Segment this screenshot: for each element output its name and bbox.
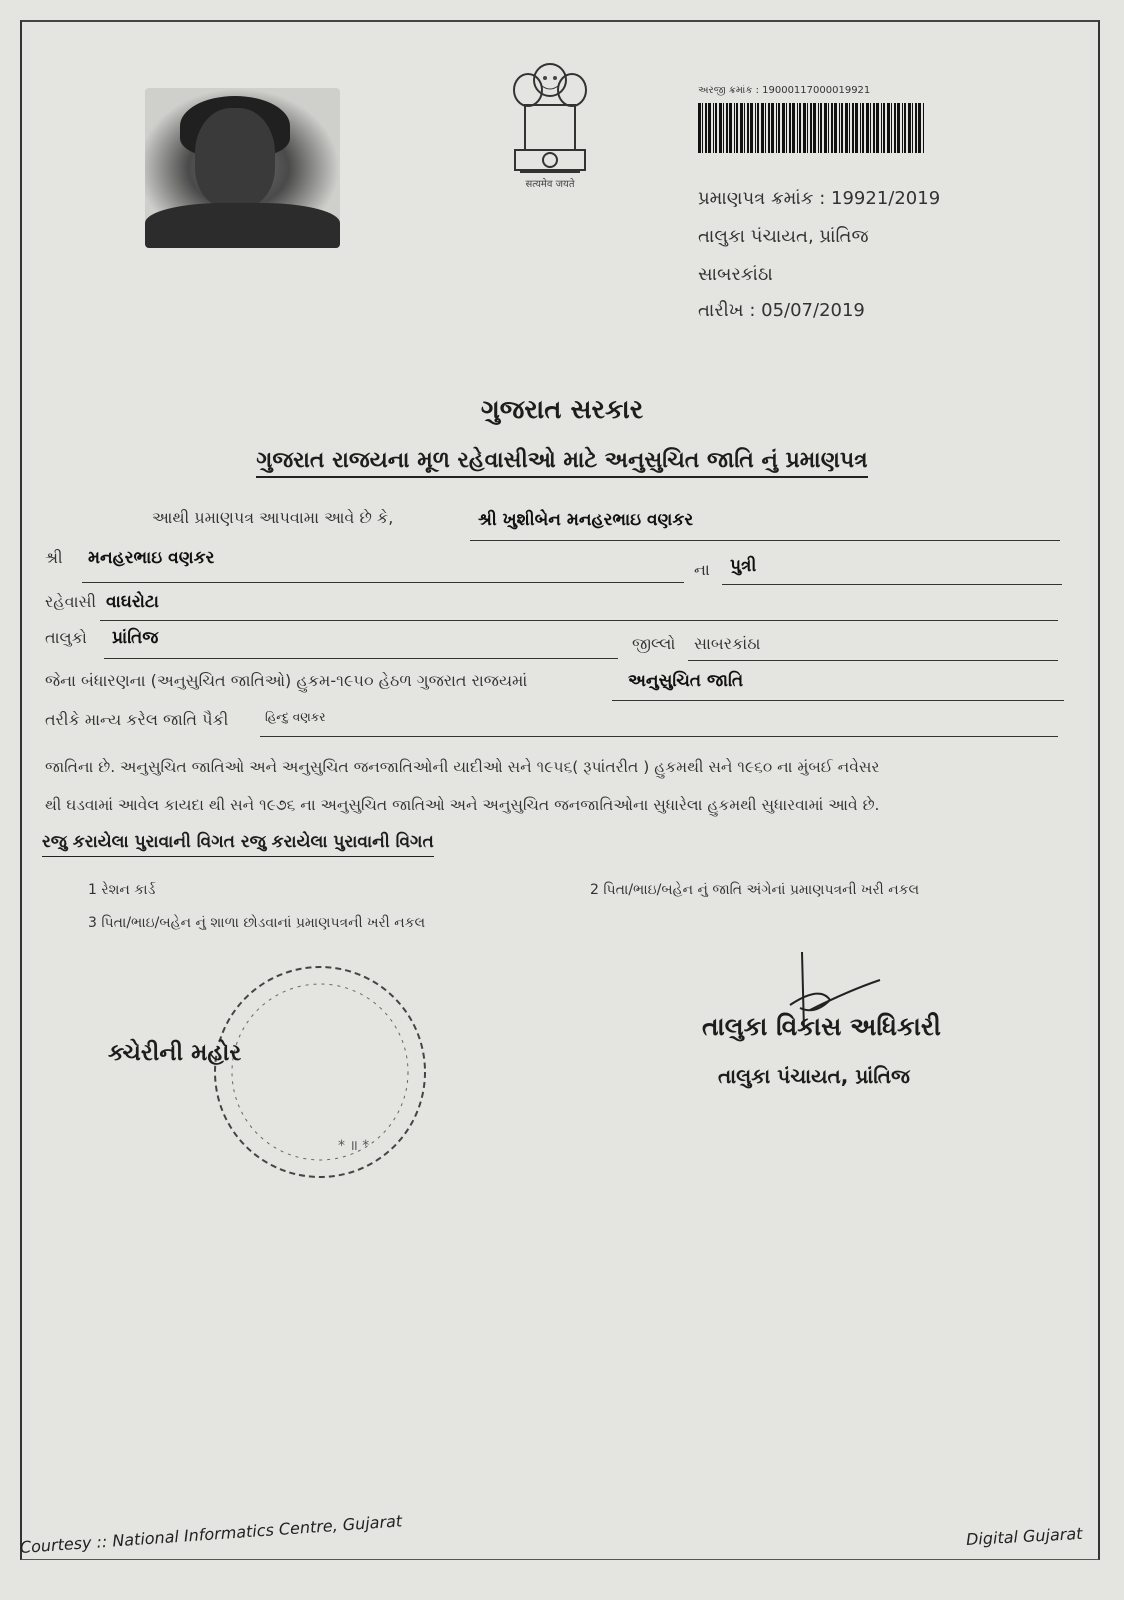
application-number-label: અરજી ક્રમાંક : <box>698 85 759 96</box>
certificate-number-label: પ્રમાણપત્ર ક્રમાંક : <box>698 188 826 209</box>
parent-label: શ્રી <box>45 548 63 567</box>
evidence-item: 2 પિતા/ભાઇ/બહેન નું જાતિ અંગેનાં પ્રમાણપત્રની ખરી નકલ <box>590 882 920 898</box>
issuing-office: તાલુકા પંચાયત, પ્રાંતિજ <box>698 226 869 247</box>
courtesy-footer: Courtesy :: National Informatics Centre, Gujarat <box>19 1511 403 1557</box>
district: સાબરકાંઠા <box>694 634 761 653</box>
holder-name-line <box>470 540 1060 541</box>
residence: વાઘરોટા <box>106 592 159 612</box>
issue-date <box>698 300 865 321</box>
emblem-motto: सत्यमेव जयते <box>525 179 575 190</box>
district-label: જીલ્લો <box>632 634 676 653</box>
caste-label: તરીકે માન્ય કરેલ જાતિ પૈકી <box>45 710 229 729</box>
relation: પુત્રી <box>730 556 757 576</box>
evidence-header: રજુ કરાયેલા પુરાવાની વિગત રજુ કરાયેલા પુરાવાની વિગત <box>42 832 434 857</box>
constitution-order-text: જેના બંધારણના (અનુસુચિત જાતિઓ) હુકમ-૧૯૫૦ હેઠળ ગુજરાત રાજયમાં <box>45 671 528 690</box>
issue-date-value: 05/07/2019 <box>761 300 865 321</box>
evidence-item: 3 પિતા/ભાઇ/બહેન નું શાળા છોડવાનાં પ્રમાણપત્રની ખરી નકલ <box>88 915 426 931</box>
application-number-value: 19000117000019921 <box>762 85 871 96</box>
certificate-number <box>698 188 940 209</box>
caste: હિન્દુ વણકર <box>265 710 326 724</box>
intro-label: આથી પ્રમાણપત્ર આપવામા આવે છે કે, <box>152 508 394 527</box>
certificate-title-text: ગુજરાત રાજયના મૂળ રહેવાસીઓ માટે અનુસુચિત જાતિ નું પ્રમાણપત્ર <box>256 448 867 478</box>
government-title: ગુજરાત સરકાર <box>480 395 644 425</box>
caste-line <box>260 736 1058 737</box>
taluka-label: તાલુકો <box>45 628 87 647</box>
parent-name: મનહરભાઇ વણકર <box>88 548 215 568</box>
residence-line <box>100 620 1058 621</box>
holder-name: શ્રી ખુશીબેન મનહરભાઇ વણકર <box>478 510 694 530</box>
parent-name-line <box>82 582 684 583</box>
taluka: પ્રાંતિજ <box>112 628 159 648</box>
taluka-line <box>104 658 618 659</box>
officer-title: તાલુકા વિકાસ અધિકારી <box>702 1012 941 1041</box>
issuing-district: સાબરકાંઠા <box>698 264 773 285</box>
certificate-number-value: 19921/2019 <box>831 188 941 209</box>
applicant-photo <box>145 88 340 248</box>
evidence-item: 1 રેશન કાર્ડ <box>88 882 156 898</box>
caste-category: અનુસુચિત જાતિ <box>628 671 744 691</box>
district-line <box>688 660 1058 661</box>
issue-date-label: તારીખ : <box>698 300 756 321</box>
application-number <box>698 85 870 96</box>
residence-label: રહેવાસી <box>45 592 97 611</box>
certificate-title <box>0 448 1124 473</box>
seal-label: ક્ચેરીની મહોર <box>108 1040 242 1066</box>
office-seal-icon <box>208 960 433 1185</box>
relation-label: ના <box>694 560 710 579</box>
relation-line <box>722 584 1062 585</box>
svg-text:* ॥ *: * ॥ * <box>338 1138 370 1154</box>
legal-paragraph-line-2: થી ઘડવામાં આવેલ કાયદા થી સને ૧૯૭૬ ના અનુસુચિત જાતિઓ અને અનુસુચિત જનજાતિઓના સુધારેલા હુકમથી સુધારવામાં આવે છે. <box>45 796 880 814</box>
officer-office: તાલુકા પંચાયત, પ્રાંતિજ <box>718 1064 910 1088</box>
barcode <box>698 103 926 153</box>
caste-category-line <box>612 700 1064 701</box>
legal-paragraph-line-1: જાતિના છે. અનુસુચિત જાતિઓ અને અનુસુચિત જનજાતિઓની યાદીઓ સને ૧૯૫૬( રૂપાંતરીત ) હુકમથી સને ૧૯૬૦ ના મુંબઈ નવેસર <box>45 758 880 776</box>
national-emblem-icon <box>500 50 600 190</box>
digital-gujarat-footer: Digital Gujarat <box>965 1523 1083 1550</box>
